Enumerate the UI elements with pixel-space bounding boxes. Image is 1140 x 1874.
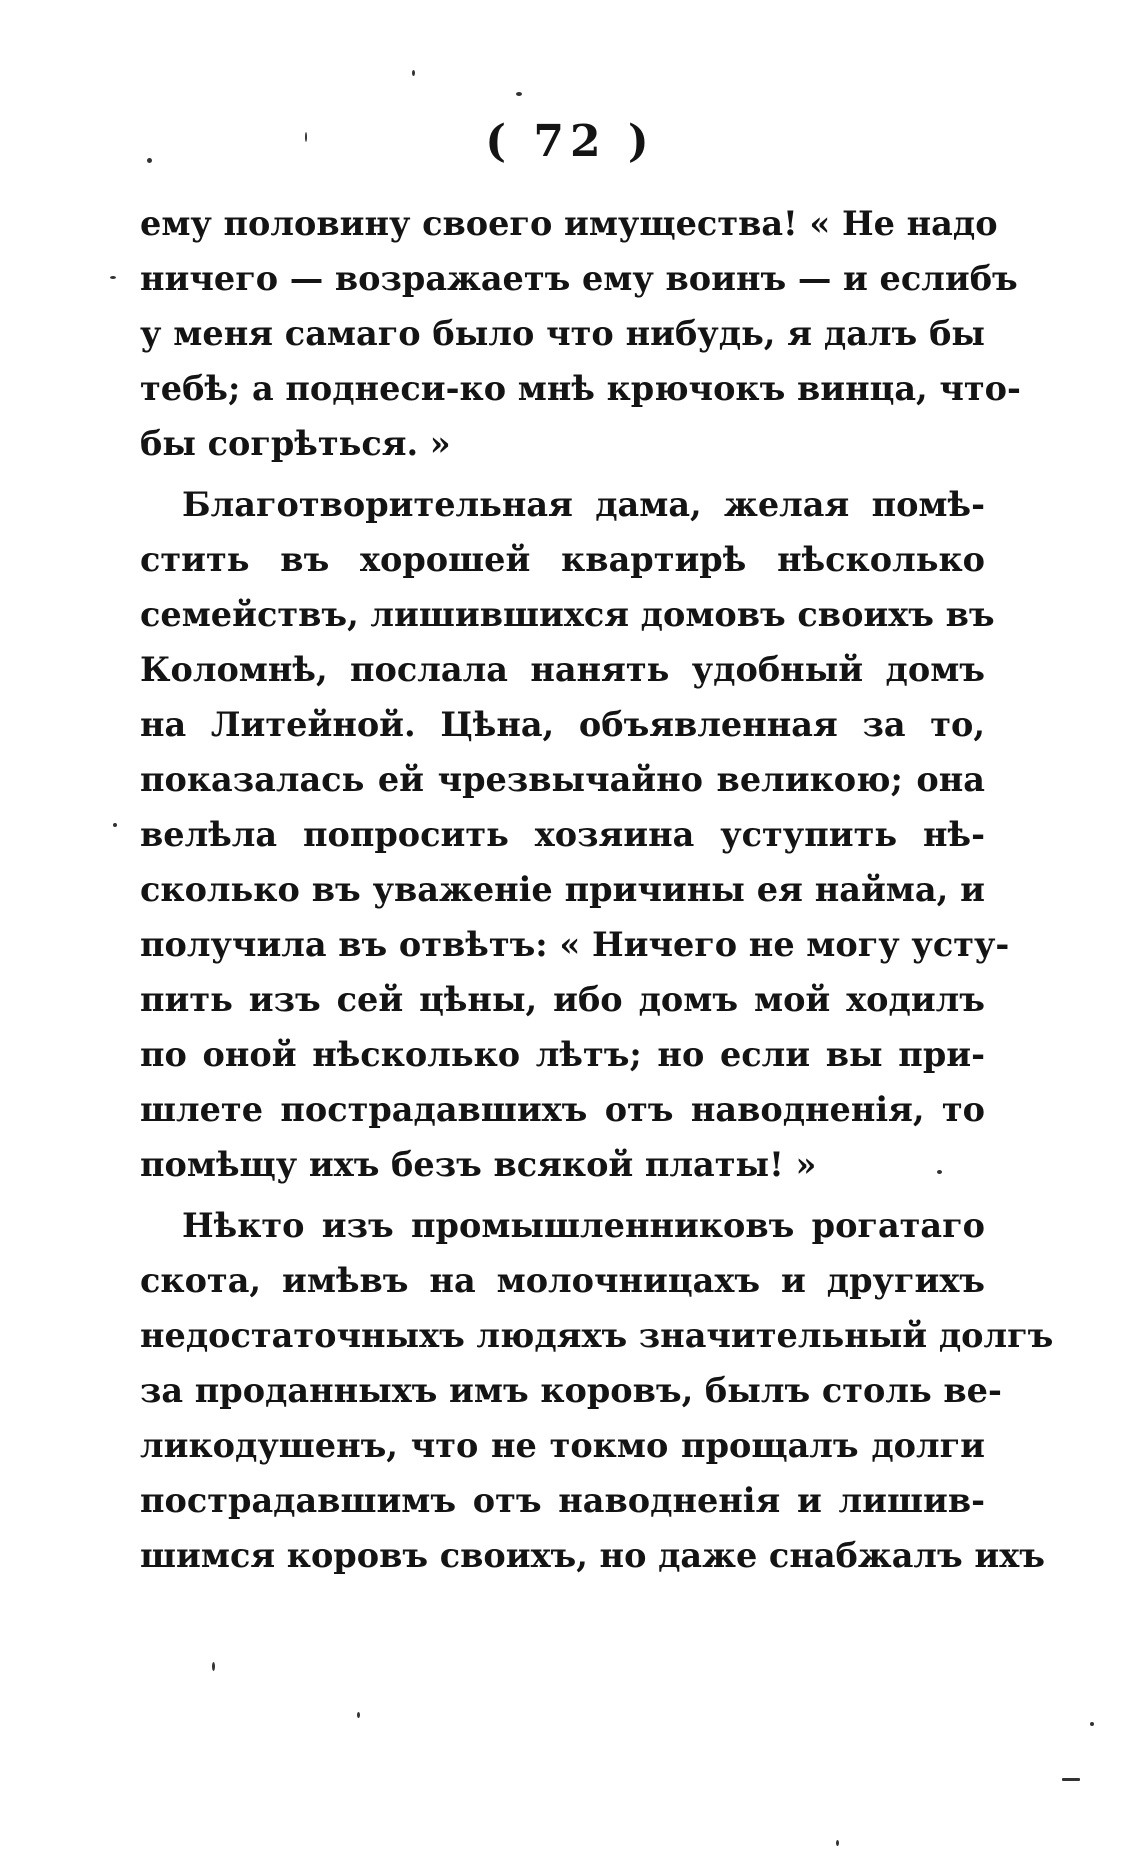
scan-speck [147,158,152,163]
paragraph-3 [140,1198,1054,1583]
page-body-text [140,196,1054,1583]
text-line: недостаточныхъ людяхъ значительный долгъ [140,1316,1054,1355]
text-line: Коломнѣ, послала нанять удобный домъ [140,650,985,689]
text-line: скота, имѣвъ на молочницахъ и другихъ [140,1261,985,1300]
scan-speck [212,1662,215,1671]
text-line: Благотворительная дама, желая помѣ- [182,485,985,524]
text-line: тебѣ; а поднеси-ко мнѣ крючокъ винца, что- [140,369,1021,408]
scan-speck [113,823,117,827]
text-line: Нѣкто изъ промышленниковъ рогатаго [182,1206,985,1245]
scan-speck [836,1840,839,1846]
text-line: пострадавшимъ отъ наводненія и лишив- [140,1481,985,1520]
text-line: сколько въ уваженіе причины ея найма, и [140,870,985,909]
scan-speck [305,132,307,142]
text-line: шимся коровъ своихъ, но даже снабжалъ ихъ [140,1536,1045,1575]
text-line: бы согрѣться. » [140,424,451,463]
text-line: ему половину своего имущества! « Не надо [140,204,998,243]
text-line: ничего — возражаетъ ему воинъ — и еслибъ [140,259,1018,298]
text-line: получила въ отвѣтъ: « Ничего не могу усту- [140,925,1010,964]
scan-speck [516,92,522,96]
text-line: семействъ, лишившихся домовъ своихъ въ [140,595,995,634]
text-line: за проданныхъ имъ коровъ, былъ столь ве- [140,1371,1002,1410]
text-line: велѣла попросить хозяина уступить нѣ- [140,815,985,854]
text-line: стить въ хорошей квартирѣ нѣсколько [140,540,985,579]
text-line: у меня самаго было что нибудь, я далъ бы [140,314,985,353]
text-line: на Литейной. Цѣна, объявленная за то, [140,705,985,744]
text-line: по оной нѣсколько лѣтъ; но если вы при- [140,1035,985,1074]
text-line: показалась ей чрезвычайно великою; она [140,760,985,799]
scan-speck [357,1712,360,1718]
scan-speck [412,70,415,76]
scan-speck [937,1170,942,1174]
paragraph-1 [140,196,1021,471]
page-number: ( 72 ) [485,116,655,167]
text-line: помѣщу ихъ безъ всякой платы! » [140,1145,817,1184]
paragraph-2 [140,477,1010,1192]
text-line: пить изъ сей цѣны, ибо домъ мой ходилъ [140,980,985,1019]
scan-speck [110,276,116,279]
scan-speck [1062,1778,1080,1781]
text-line: ликодушенъ, что не токмо прощалъ долги [140,1426,985,1465]
scan-speck [1090,1722,1094,1726]
text-line: шлете пострадавшихъ отъ наводненія, то [140,1090,985,1129]
